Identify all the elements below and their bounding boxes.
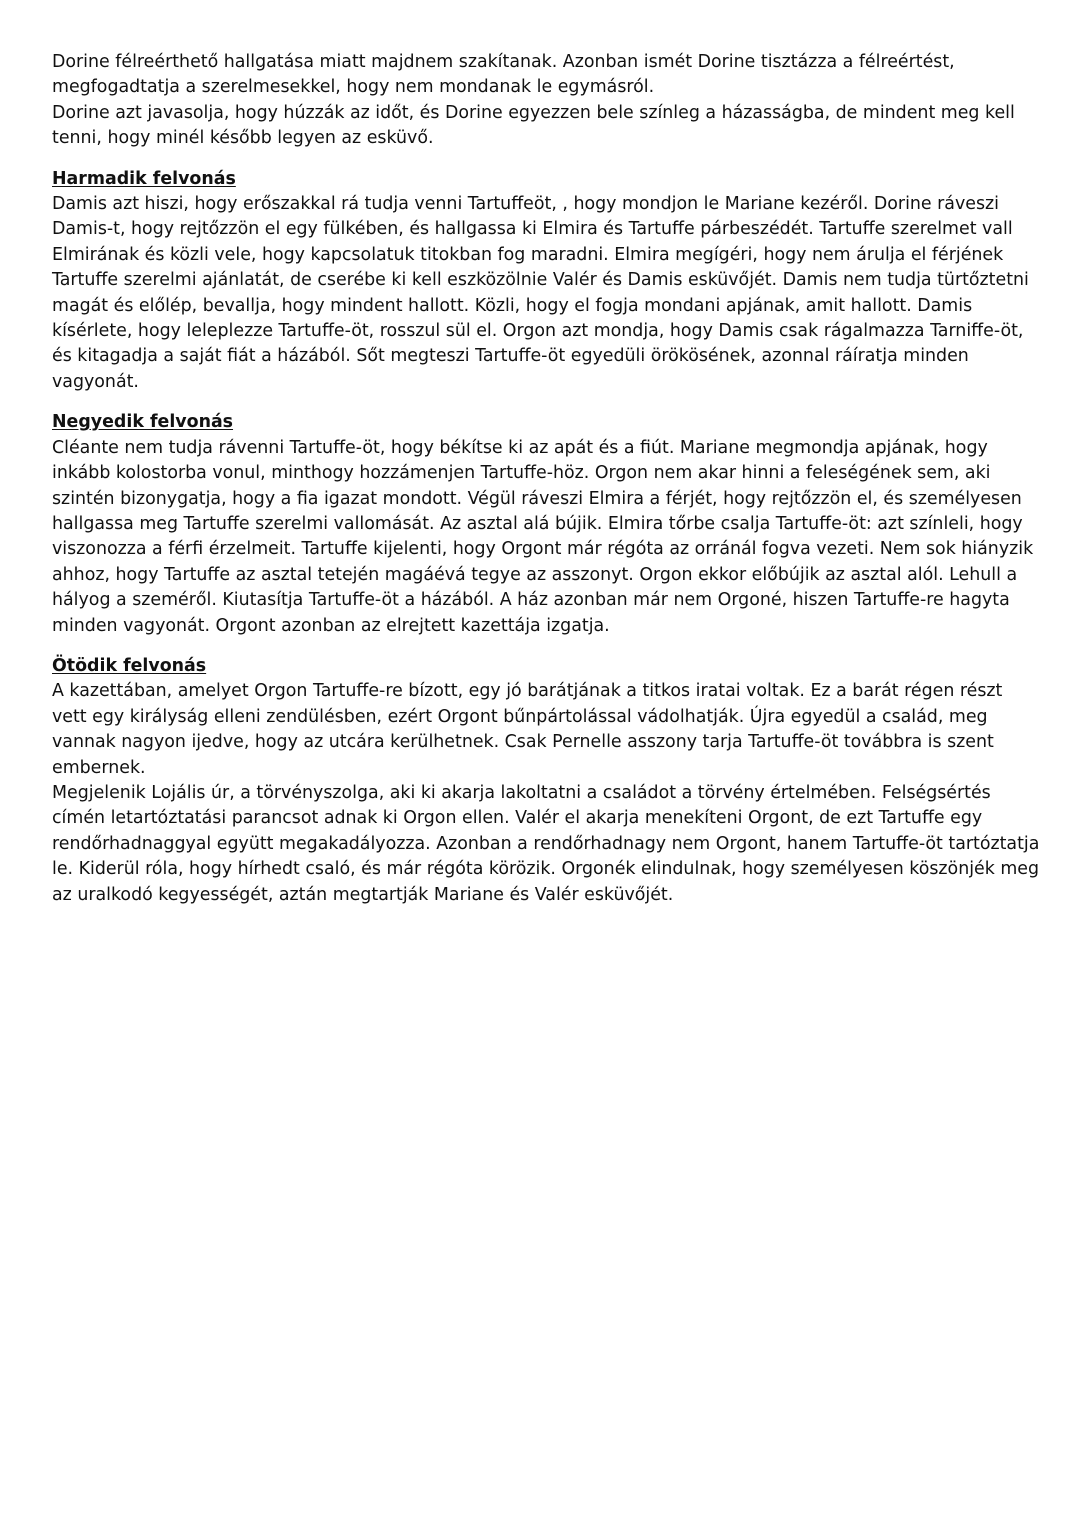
act-3-heading: Harmadik felvonás: [52, 168, 236, 189]
intro-paragraph: Dorine azt javasolja, hogy húzzák az időt, és Dorine egyezzen bele színleg a házasságba, de mindent meg kell tenni, hogy minél később legyen az esküvő.: [52, 102, 1015, 149]
act-5-paragraph: Megjelenik Lojális úr, a törvényszolga, aki ki akarja lakoltatni a családot a törvény értelmében. Felségsértés címén letartóztatási parancsot adnak ki Orgon ellen. Valér el akarja menekíteni Orgont, de ezt Tartuffe egy rendőrhadnaggyal együtt megakadályozza. Azonban a rendőrhadnagy nem Orgont, hanem Tartuffe-öt tartóztatja le. Kiderül róla, hogy hírhedt csaló, és már régóta körözik. Orgonék elindulnak, hogy személyesen köszönjék meg az uralkodó kegyességét, aztán megtartják Mariane és Valér esküvőjét.: [52, 782, 1040, 905]
intro-paragraph: Dorine félreérthető hallgatása miatt majdnem szakítanak. Azonban ismét Dorine tisztázza a félreértést, megfogadtatja a szerelmesekkel, hogy nem mondanak le egymásról.: [52, 52, 955, 98]
act-4-paragraph: Cléante nem tudja rávenni Tartuffe-öt, hogy békítse ki az apát és a fiút. Mariane megmondja apjának, hogy inkább kolostorba vonul, minthogy hozzámenjen Tartuffe-höz. Orgon nem akar hinni a feleségének sem, aki szintén bizonygatja, hogy a fia igazat mondott. Végül ráveszi Elmira a férjét, hogy rejtőzzön el, és személyesen hallgassa meg Tartuffe szerelmi vallomását. Az asztal alá bújik. Elmira tőrbe csalja Tartuffe-öt: azt színleli, hogy viszonozza a férfi érzelmeit. Tartuffe kijelenti, hogy Orgont már régóta az orránál fogva vezeti. Nem sok hiányzik ahhoz, hogy Tartuffe az asztal tetején magáévá tegye az asszonyt. Orgon ekkor előbújik az asztal alól. Lehull a hályog a szeméről. Kiutasítja Tartuffe-öt a házából. A ház azonban már nem Orgoné, hiszen Tartuffe-re hagyta minden vagyonát. Orgont azonban az elrejtett kazettája izgatja.: [52, 437, 1034, 636]
act-4-section: [52, 410, 1042, 639]
act-4-heading: Negyedik felvonás: [52, 412, 234, 433]
act-5-paragraph: A kazettában, amelyet Orgon Tartuffe-re bízott, egy jó barátjának a titkos iratai voltak. Ez a barát régen részt vett egy királyság elleni zendülésben, ezért Orgont bűnpártolással vádolhatják. Újra egyedül a család, meg vannak nagyon ijedve, hogy az utcára kerülhetnek. Csak Pernelle asszony tarja Tartuffe-öt továbbra is szent embernek.: [52, 681, 1003, 778]
act-3-section: [52, 167, 1042, 396]
act-5-section: [52, 654, 1042, 908]
act-3-paragraph: Damis azt hiszi, hogy erőszakkal rá tudja venni Tartuffeöt, , hogy mondjon le Mariane kezéről. Dorine ráveszi Damis-t, hogy rejtőzzön el egy fülkében, és hallgassa ki Elmira és Tartuffe párbeszédét. Tartuffe szerelmet vall Elmirának és közli vele, hogy kapcsolatuk titokban fog maradni. Elmira megígéri, hogy nem árulja el férjének Tartuffe szerelmi ajánlatát, de cserébe ki kell eszközölnie Valér és Damis esküvőjét. Damis nem tudja türtőztetni magát és előlép, bevallja, hogy mindent hallott. Közli, hogy el fogja mondani apjának, amit hallott. Damis kísérlete, hogy leleplezze Tartuffe-öt, rosszul sül el. Orgon azt mondja, hogy Damis csak rágalmazza Tarniffe-öt, és kitagadja a saját fiát a házából. Sőt megteszi Tartuffe-öt egyedüli örökösének, azonnal ráíratja minden vagyonát.: [52, 194, 1029, 392]
intro-section: [52, 50, 1042, 152]
document-page: [52, 50, 1042, 908]
act-5-heading: Ötödik felvonás: [52, 655, 207, 676]
